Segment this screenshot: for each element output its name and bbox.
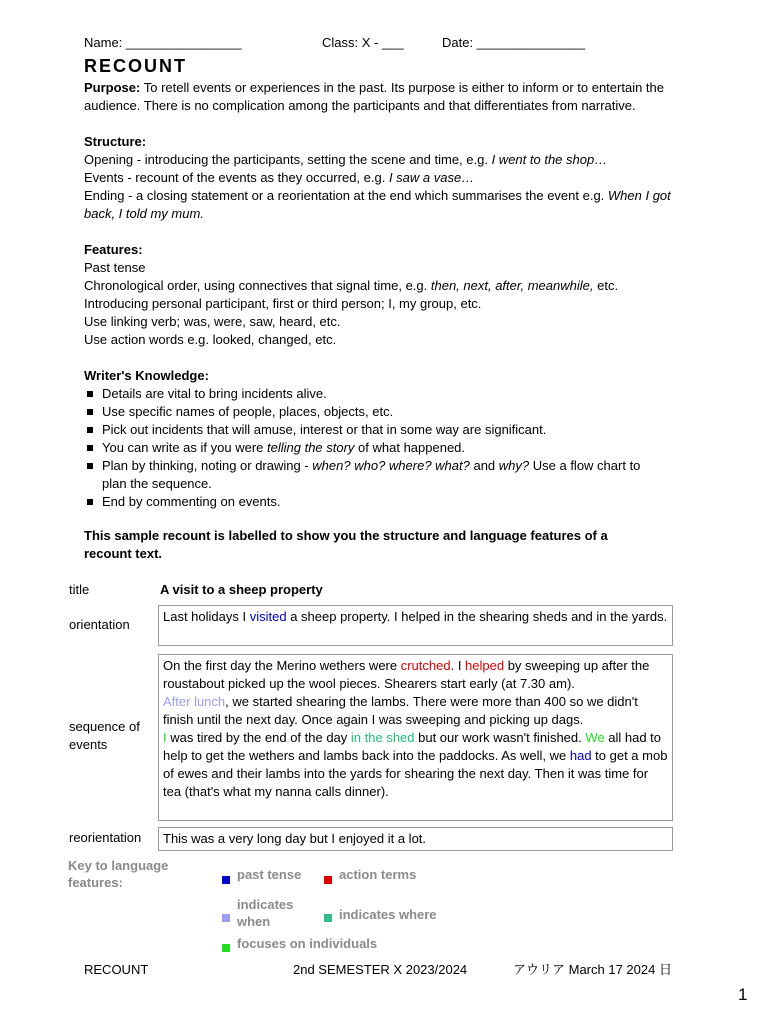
action-terms-swatch [324,876,332,884]
structure-ending [84,187,684,223]
list-item: End by commenting on events. [84,493,684,511]
text-run: You can write as if you were [102,440,267,455]
key-heading-line2: features: [68,875,123,890]
list-item: Details are vital to bring incidents alive. [84,385,684,403]
text-run: Use a flow chart to plan the sequence. [102,458,641,491]
sequence-label-line2: events [69,737,108,752]
focuses-swatch [222,944,230,952]
feature-linking-verb: Use linking verb; was, were, saw, heard, etc. [84,314,341,329]
feature-participant: Introducing personal participant, first or third person; I, my group, etc. [84,296,482,311]
individual-word: I [163,730,167,745]
text-run: was tired by the end of the day [166,730,351,745]
chronological-text: Chronological order, using connectives that signal time, e.g. [84,278,431,293]
reorientation-box: This was a very long day but I enjoyed it a lot. [158,827,673,851]
text-run: when? who? where? what? [312,458,470,473]
text-run: , we started shearing the lambs. There were more than 400 so we didn't finish until the next day. Once again I was sweeping and picking up dags. [163,694,638,727]
features-heading: Features: [84,242,143,257]
text-run: to get a mob of ewes and their lambs into the yards for shearing the next day. Then it was time for tea (that's what my nanna calls dinner). [163,748,668,799]
list-item: Pick out incidents that will amuse, interest or that in some way are significant. [84,421,684,439]
footer-center: 2nd SEMESTER X 2023/2024 [293,962,468,977]
feature-chronological [84,277,684,295]
action-term-word: crutched [400,658,451,673]
structure-events [84,169,684,187]
past-tense-word: visited [249,609,287,624]
key-heading-line1: Key to language [68,858,169,873]
ending-example: When I got back, I told my mum. [84,188,671,221]
text-run: Last holidays I [163,609,250,624]
action-term-word: helped [465,658,505,673]
structure-heading: Structure: [84,134,147,149]
main-content [84,79,684,563]
text-run: and [469,458,499,473]
feature-action-words: Use action words e.g. looked, changed, etc. [84,332,337,347]
indicates-where-swatch [324,914,332,922]
title-label: title [69,582,90,597]
opening-text: Opening - introducing the participants, setting the scene and time, e.g. [84,152,492,167]
key-when-line2: when [237,914,271,929]
text-run: by sweeping up after the roustabout picked up the wool pieces. Shearers start early (at 7.30 am). [163,658,650,691]
key-when-line1: indicates [237,897,294,912]
sequence-label-line1: sequence of [69,719,140,734]
ending-text: Ending - a closing statement or a reorientation at the end which summarises the event e.g. [84,188,608,203]
past-tense-swatch [222,876,230,884]
structure-opening [84,151,684,169]
key-indicates-when [237,896,293,930]
text-run: On the first day the Merino wethers were [163,658,401,673]
chronological-example: then, next, after, meanwhile, [430,278,594,293]
purpose-paragraph [84,79,684,115]
key-heading [68,857,168,891]
sample-title: A visit to a sheep property [160,582,323,597]
orientation-label: orientation [69,617,130,632]
indicates-where-word: in the shed [350,730,415,745]
writers-knowledge-heading: Writer's Knowledge: [84,368,209,383]
feature-past-tense: Past tense [84,260,146,275]
page-title: RECOUNT [84,56,187,76]
individual-word: We [585,730,605,745]
footer-left: RECOUNT [84,962,149,977]
text-run: . I [450,658,466,673]
footer-right: アウリア March 17 2024 日 [513,962,672,977]
purpose-text: To retell events or experiences in the past. Its purpose is either to inform or to entertain the audience. There is no complication among the participants and that differentiates from narrative. [84,80,664,113]
writers-knowledge-list [84,385,684,511]
date-field-label: Date: _______________ [442,35,586,50]
key-focuses: focuses on individuals [237,936,378,951]
list-item: Use specific names of people, places, objects, etc. [84,403,684,421]
key-indicates-where: indicates where [339,907,437,922]
name-field-label: Name: ________________ [84,35,242,50]
key-past-tense: past tense [237,867,302,882]
text-run: telling the story [267,440,355,455]
text-run: but our work wasn't finished. [414,730,586,745]
indicates-when-swatch [222,914,230,922]
page-number: 1 [738,985,748,1004]
sequence-box [158,654,673,821]
reorientation-label: reorientation [69,830,142,845]
opening-example: I went to the shop… [491,152,608,167]
past-tense-word: had [569,748,592,763]
sequence-label [69,718,140,754]
text-run: all had to help to get the wethers and lambs back into the paddocks. As well, we [163,730,661,763]
events-example: I saw a vase… [388,170,475,185]
text-run: why? [498,458,530,473]
text-run: of what happened. [354,440,466,455]
chronological-tail: etc. [593,278,619,293]
events-text: Events - recount of the events as they occurred, e.g. [84,170,389,185]
key-action-terms: action terms [339,867,417,882]
sample-intro: This sample recount is labelled to show you the structure and language features of a recount text. [84,528,608,561]
text-run: Plan by thinking, noting or drawing - [102,458,313,473]
class-field-label: Class: X - ___ [322,35,404,50]
purpose-label: Purpose: [84,80,141,95]
text-run: a sheep property. I helped in the shearing sheds and in the yards. [286,609,668,624]
list-item [84,439,684,457]
orientation-box [158,605,673,646]
list-item [84,457,668,493]
indicates-when-word: After lunch [163,694,226,709]
